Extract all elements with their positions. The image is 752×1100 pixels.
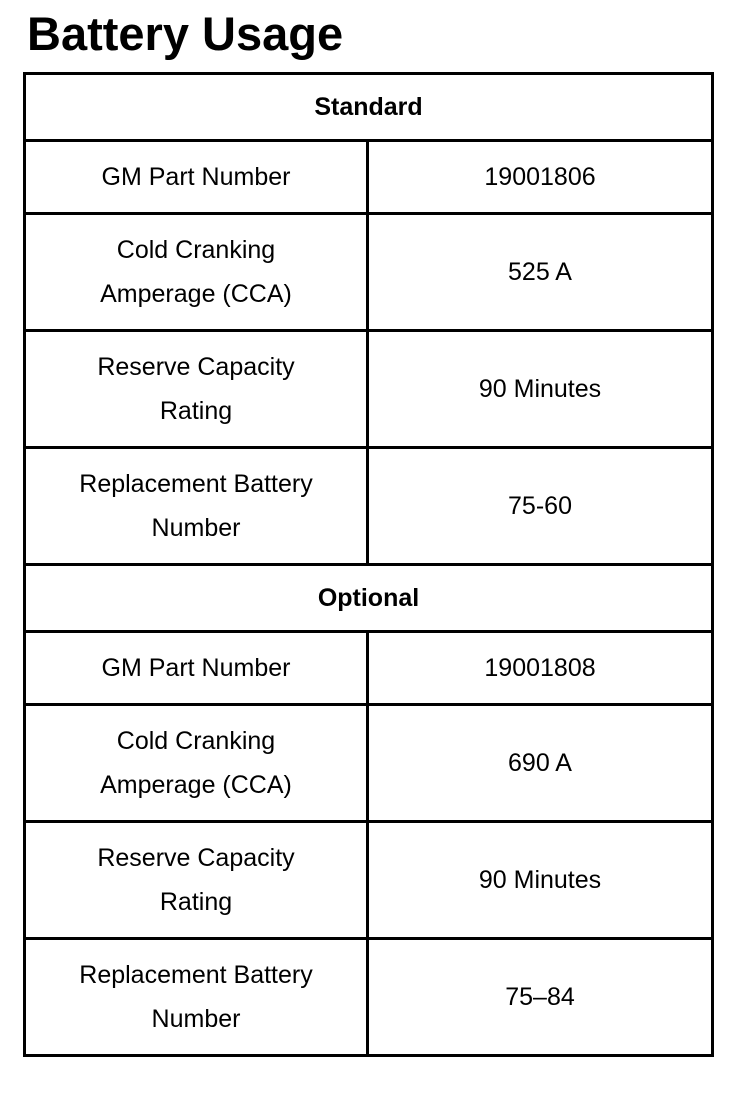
section-heading-standard: Standard [25,74,713,141]
row-label [25,448,368,565]
row-label: GM Part Number [25,632,368,705]
row-value: 75–84 [368,939,713,1056]
row-value: 90 Minutes [368,331,713,448]
row-value: 525 A [368,214,713,331]
row-label [25,822,368,939]
table-row [25,705,713,822]
row-label-line: Rating [159,888,233,916]
table-row [25,331,713,448]
row-label-line: Cold Cranking [116,727,276,755]
table-row [25,939,713,1056]
row-label: GM Part Number [25,141,368,214]
table-row [25,632,713,705]
row-value: 19001806 [368,141,713,214]
row-label [25,214,368,331]
row-value: 90 Minutes [368,822,713,939]
row-label-line: Rating [159,397,233,425]
page-title: Battery Usage [27,7,344,60]
row-label [25,705,368,822]
row-label-line: Cold Cranking [116,236,276,264]
section-header-row [25,74,713,141]
row-label-line: Reserve Capacity [97,353,295,381]
row-value: 19001808 [368,632,713,705]
row-label [25,939,368,1056]
row-label-line: Reserve Capacity [97,844,295,872]
row-label-line: Amperage (CCA) [100,771,292,799]
row-label-line: Replacement Battery [79,961,313,989]
table-row [25,141,713,214]
row-label-line: Replacement Battery [79,470,313,498]
section-heading-optional: Optional [25,565,713,632]
section-header-row [25,565,713,632]
row-label-line: Amperage (CCA) [100,280,292,308]
row-label-line: Number [151,514,241,542]
row-label-line: Number [151,1005,241,1033]
row-label [25,331,368,448]
row-value: 690 A [368,705,713,822]
table-row [25,448,713,565]
battery-usage-table [23,72,714,1057]
row-value: 75-60 [368,448,713,565]
table-row [25,214,713,331]
table-row [25,822,713,939]
